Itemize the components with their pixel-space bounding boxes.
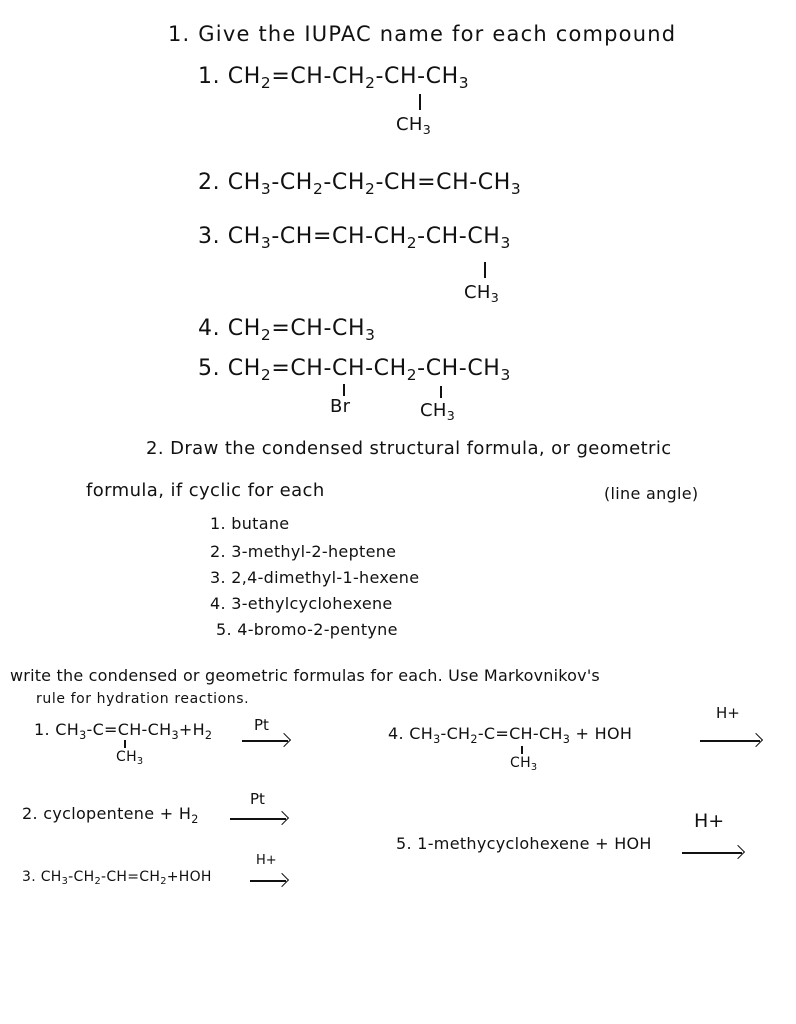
s3-r1-arrow — [242, 740, 288, 742]
section3-title-line1: write the condensed or geometric formulas for each. Use Markovnikov's — [10, 666, 600, 685]
section2-note: (line angle) — [604, 484, 699, 503]
s2-item2: 2. 3-methyl-2-heptene — [210, 542, 397, 561]
s3-r1-formula: 1. $CH_3-C=CH-CH_3+H_2$ — [34, 720, 213, 742]
s1-item4-formula: 4. $CH_2=CH-CH_3$ — [198, 316, 376, 345]
s3-r1-catalyst: Pt — [254, 716, 269, 734]
s1-item1-bond — [419, 94, 421, 110]
s1-item5-bond-ch3 — [440, 386, 442, 398]
s1-item1-formula: 1. $CH_2=CH-CH_2-CH-CH_3$ — [198, 64, 470, 93]
s1-item3-bond — [484, 262, 486, 278]
s3-r3-arrow — [250, 880, 286, 882]
s1-item5-branch-br: Br — [330, 396, 351, 417]
section3-title-line2: rule for hydration reactions. — [36, 691, 250, 707]
s1-item5-branch: $CH_3$ — [420, 400, 456, 424]
s1-item5-bond-br — [343, 384, 345, 396]
s3-r2-catalyst: Pt — [250, 790, 265, 808]
s1-item3-branch: $CH_3$ — [464, 282, 500, 306]
s3-r5-arrow — [682, 852, 742, 854]
s3-r3-catalyst: H+ — [256, 853, 277, 868]
section2-title-line2: formula, if cyclic for each — [86, 480, 325, 501]
s1-item5-formula: 5. $CH_2=CH-CH-CH_2-CH-CH_3$ — [198, 356, 511, 385]
s2-item5: 5. 4-bromo-2-pentyne — [216, 620, 398, 639]
s3-r2-formula: 2. cyclopentene + $H_2$ — [22, 804, 199, 826]
section1-title: 1. Give the IUPAC name for each compound — [168, 22, 677, 46]
s3-r3-formula: 3. $CH_3-CH_2-CH=CH_2+HOH$ — [22, 869, 212, 888]
s3-r4-formula: 4. $CH_3-CH_2-C=CH-CH_3$ + HOH — [388, 724, 633, 746]
s3-r4-bond — [521, 746, 523, 754]
s3-r4-arrow — [700, 740, 760, 742]
s3-r5-catalyst: H+ — [694, 810, 725, 832]
s3-r4-catalyst: H+ — [716, 704, 740, 722]
s1-item1-branch: $CH_3$ — [396, 114, 432, 138]
s2-item1: 1. butane — [210, 514, 290, 533]
s2-item4: 4. 3-ethylcyclohexene — [210, 594, 393, 613]
s3-r2-arrow — [230, 818, 286, 820]
s3-r1-branch: $CH_3$ — [116, 749, 144, 768]
s3-r5-formula: 5. 1-methycyclohexene + HOH — [396, 834, 652, 853]
s2-item3: 3. 2,4-dimethyl-1-hexene — [210, 568, 420, 587]
s3-r1-bond — [124, 740, 126, 748]
s3-r4-branch: $CH_3$ — [510, 755, 538, 774]
s1-item2-formula: 2. $CH_3-CH_2-CH_2-CH=CH-CH_3$ — [198, 170, 522, 199]
section2-title-line1: 2. Draw the condensed structural formula, or geometric — [146, 438, 672, 459]
s1-item3-formula: 3. $CH_3-CH=CH-CH_2-CH-CH_3$ — [198, 224, 511, 253]
